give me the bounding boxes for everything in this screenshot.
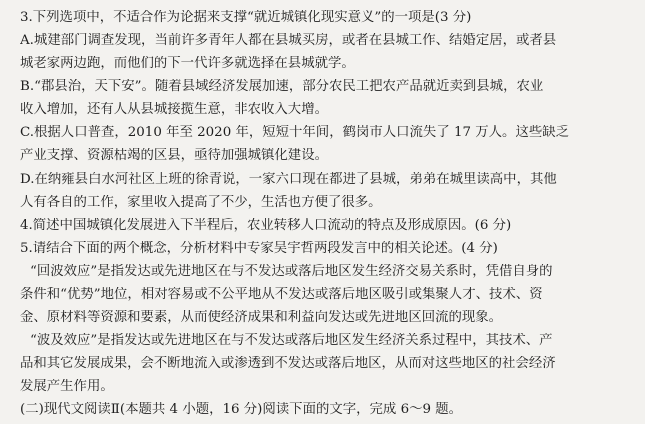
option-c-line-2: 产业支撑、资源枯竭的区县，亟待加强城镇化建设。 [20,148,328,163]
option-d-line-1: D.在纳雍县白水河社区上班的徐青说，一家六口现在都进了县城，弟弟在城里读高中，其他 [20,172,557,187]
question-3: 3.下列选项中，不适合作为论据来支撑“就近城镇化现实意义”的一项是(3 分) [20,10,472,25]
question-5: 5.请结合下面的两个概念，分析材料中专家吴宇哲两段发言中的相关论述。(4 分) [20,241,498,256]
concept-1-line-1: “回波效应”是指发达或先进地区在与不发达或落后地区发生经济交易关系时，凭借自身的 [30,264,553,279]
concept-2-line-2: 品和其它发展成果，会不断地流入或渗透到不发达或落后地区，从而对这些地区的社会经济 [20,356,556,371]
concept-1-line-2: 条件和“优势”地位，相对容易或不公平地从不发达或落后地区吸引或集聚人才、技术、资 [20,287,543,302]
concept-2-line-3: 发展产生作用。 [20,379,114,394]
option-d-line-2: 人有各自的工作，家里收入提高了不少，生活也方便了很多。 [20,195,382,210]
option-a-line-2: 城老家两边跑，而他们的下一代许多就选择在县城就学。 [20,56,355,71]
concept-1-line-3: 金、原材料等资源和要素，从而使经济成果和利益向发达或先进地区回流的现象。 [20,310,503,325]
concept-2-line-1: “波及效应”是指发达或先进地区在与不发达或落后地区发生经济关系过程中，其技术、产 [30,333,553,348]
option-b-line-1: B.“郡县治，天下安”。随着县域经济发展加速，部分农民工把农产品就近卖到县城，农业 [20,79,544,94]
option-b-line-2: 收入增加，还有人从县城接揽生意，非农收入大增。 [20,102,328,117]
option-c-line-1: C.根据人口普查，2010 年至 2020 年，短短十年间，鹤岗市人口流失了 17 万人。这些缺乏 [20,125,569,140]
option-a-line-1: A.城建部门调查发现，当前许多青年人都在县城买房，或者在县城工作、结婚定居，或者县 [20,33,557,48]
section-heading: (二)现代文阅读Ⅱ(本题共 4 小题，16 分)阅读下面的文字，完成 6～9 题。 [20,402,463,417]
question-4: 4.简述中国城镇化发展进入下半程后，农业转移人口流动的特点及形成原因。(6 分) [20,218,512,233]
